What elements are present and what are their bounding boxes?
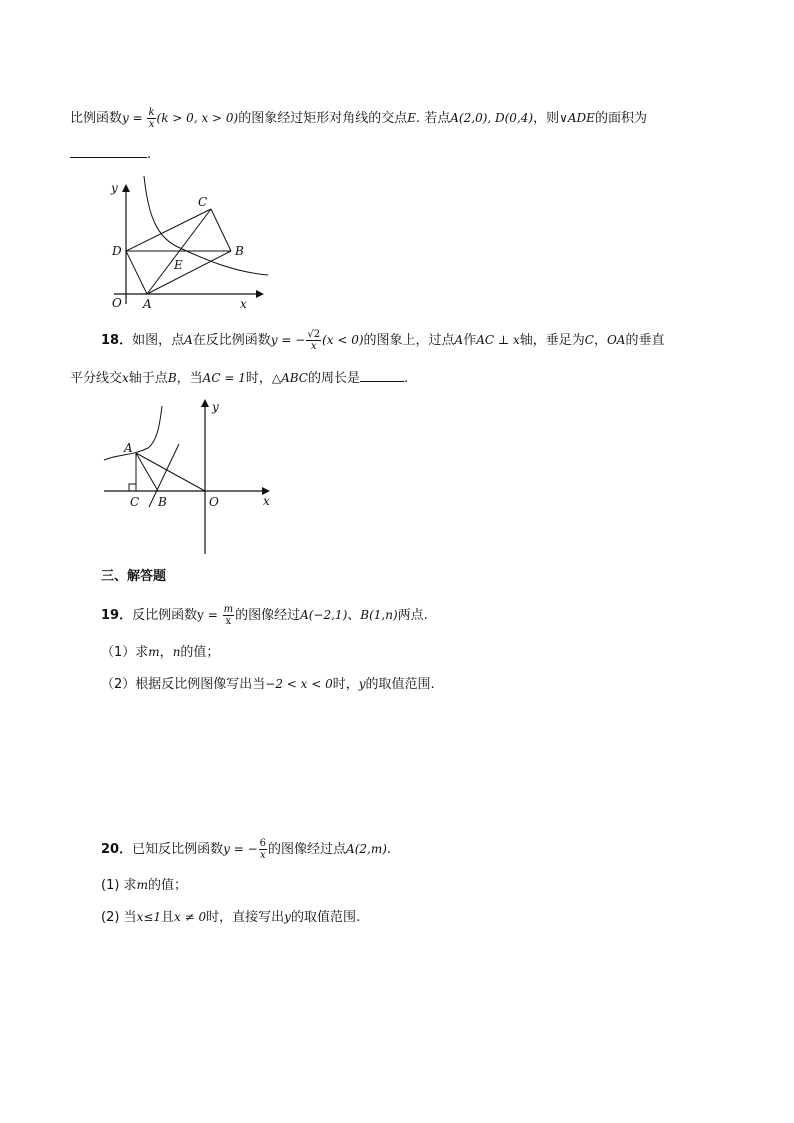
fig17-segment-ab [147, 251, 231, 294]
q19-line1 [101, 604, 428, 627]
q18-ac: AC = 1 [202, 371, 246, 385]
fig17-label-x: x [240, 297, 247, 311]
q17-answer-blank[interactable] [70, 143, 147, 158]
q20-point: A(2,m) [346, 842, 387, 856]
q19-number: 19． [101, 608, 133, 623]
q17-line1 [70, 107, 647, 130]
q19-sub2: （2）根据反比例图像写出当−2 < x < 0时，y的取值范围. [101, 677, 435, 692]
q18-text-3: 的图象上，过点 [363, 333, 455, 348]
q19-func: y = [197, 608, 222, 622]
fig18-right-angle-mark [129, 484, 136, 491]
q18-text-1: 如图，点 [132, 333, 185, 348]
q17-line2 [70, 143, 151, 164]
fig17-label-o: O [112, 296, 122, 310]
q18-text-10: ，当 [176, 371, 203, 386]
q18-text-12: 的周长是 [307, 371, 360, 386]
fig18-label-b: B [158, 495, 167, 509]
q17-end: . [147, 147, 152, 162]
q18-point-a2: A [454, 333, 464, 347]
q17-points: A(2,0), D(0,4) [450, 111, 534, 125]
q18-text-5: 轴，垂足为 [519, 333, 585, 348]
q18-line1 [101, 329, 665, 352]
q20-line1 [101, 838, 391, 861]
q18-point-b: B [167, 371, 177, 385]
q19-text-2: 的图像经过 [235, 608, 301, 623]
fig18-label-a: A [124, 441, 133, 455]
q17-text-3: . 若点 [416, 111, 451, 126]
q18-triangle: △ABC [271, 371, 308, 385]
q20-sub2: (2) 当x≤1且x ≠ 0时，直接写出y的取值范围. [101, 910, 361, 925]
q17-text-4: ，则 [533, 111, 560, 126]
q20-text-1: 已知反比例函数 [132, 842, 224, 857]
q20-func: y = − [223, 842, 258, 856]
fig17-label-c: C [198, 195, 208, 209]
q18-text-9: 轴于点 [128, 371, 168, 386]
q18-number: 18． [101, 333, 133, 348]
q19-sub1: （1）求m，n的值； [101, 645, 220, 660]
q19-point-b: B(1,n) [360, 608, 398, 622]
q19-point-a: A(−2,1) [300, 608, 348, 622]
q18-condition: (x < 0) [322, 333, 364, 347]
fig17-segment-cb [211, 209, 231, 251]
fig18-hyperbola [104, 406, 162, 460]
q17-point-e: E [407, 111, 416, 125]
fig17-label-e: E [174, 258, 183, 272]
fig18-y-arrow [201, 399, 209, 407]
q20-number: 20． [101, 842, 133, 857]
section-heading: 三、解答题 [101, 569, 167, 584]
q18-perp: AC ⊥ x [476, 333, 520, 347]
q17-text-2: 的图象经过矩形对角线的交点 [238, 111, 408, 126]
q17-fraction: $\frac{k}{x}$ [148, 107, 155, 130]
q18-text-11: 时， [245, 371, 272, 386]
fig18-label-x: x [263, 494, 270, 508]
q17-func: y = [122, 111, 147, 125]
figure-17 [104, 174, 274, 314]
fig18-segment-ao [136, 453, 205, 491]
q18-line2 [70, 367, 408, 388]
q17-triangle: ∨ADE [559, 111, 595, 125]
q18-func: y = − [270, 333, 306, 347]
q17-condition: (k > 0, x > 0) [156, 111, 239, 125]
q20-sub1: (1) 求m的值； [101, 878, 187, 893]
q18-point-a: A [184, 333, 193, 347]
q18-point-c: C [584, 333, 594, 347]
fig17-x-arrow [256, 290, 264, 298]
q18-text-4: 作 [463, 333, 477, 348]
q18-end: . [403, 371, 409, 386]
fig17-label-b: B [235, 244, 244, 258]
fig17-label-y: y [111, 181, 118, 195]
fig18-label-o: O [209, 495, 219, 509]
q18-text-6: ， [593, 333, 607, 348]
q18-text-8: 平分线交 [70, 371, 123, 386]
q19-sep: 、 [347, 608, 361, 623]
q18-x: x [122, 371, 129, 385]
figure-18 [98, 396, 278, 558]
q17-text-1: 比例函数 [70, 111, 123, 126]
q19-text-3: 两点. [397, 608, 428, 623]
fig17-segment-da [126, 251, 147, 294]
fig18-label-y: y [212, 400, 219, 414]
q20-fraction: $\frac{6}{x}$ [259, 838, 267, 861]
q18-text-7: 的垂直 [625, 333, 665, 348]
q18-oa: OA [606, 333, 626, 347]
q18-answer-blank[interactable] [360, 367, 404, 382]
fig18-label-c: C [130, 495, 140, 509]
fig17-hyperbola [144, 176, 268, 275]
q19-text-1: 反比例函数 [132, 608, 198, 623]
fig17-y-arrow [122, 184, 130, 192]
q18-text-2: 在反比例函数 [192, 333, 271, 348]
q20-text-2: 的图像经过点 [268, 842, 347, 857]
fig17-segment-dc [126, 209, 211, 251]
fig17-label-a: A [143, 297, 152, 311]
fig17-label-d: D [112, 244, 122, 258]
q19-fraction: $\frac{m}{x}$ [223, 604, 234, 627]
q17-text-5: 的面积为 [594, 111, 647, 126]
q18-fraction: $\frac{√2}{x}$ [307, 329, 321, 352]
q20-end: . [386, 842, 392, 857]
